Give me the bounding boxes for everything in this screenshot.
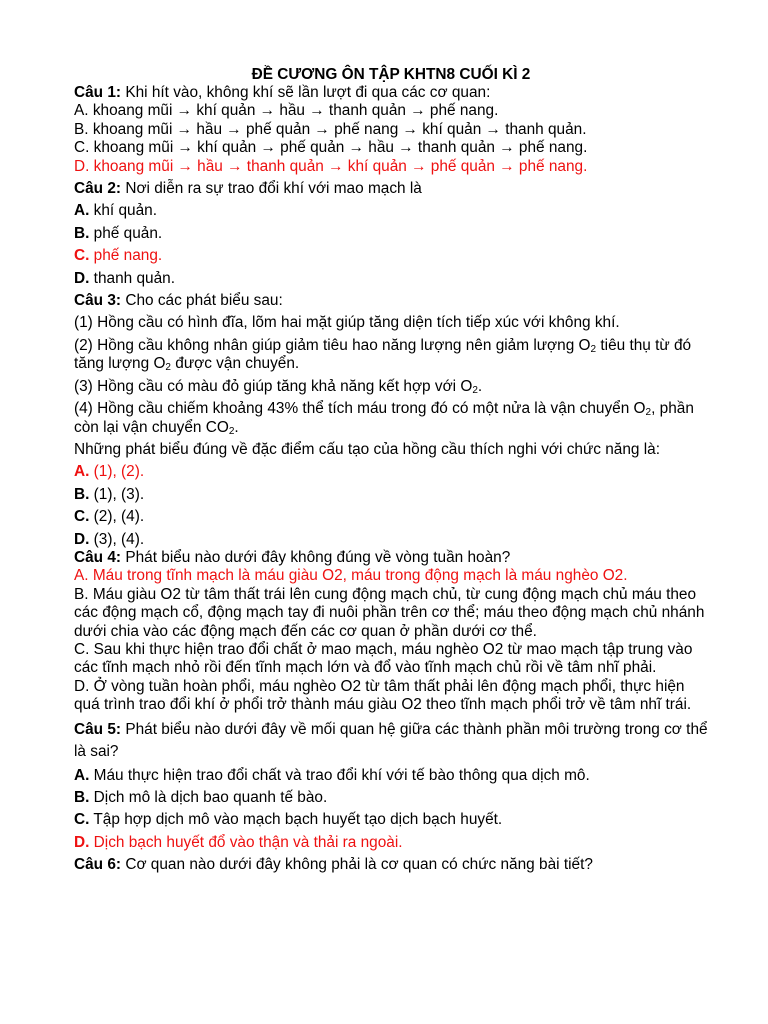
question-4-stem [74, 549, 708, 567]
question-1-stem [74, 84, 708, 102]
question-6 [74, 856, 708, 874]
q2-option-c-answer: C. phế nang. [74, 247, 163, 265]
q4-option-c: C. Sau khi thực hiện trao đổi chất ở mao mạch, máu nghèo O2 từ mao mạch tập trung vào các tĩnh mạch nhỏ rồi đến tĩnh mạch lớn và đổ vào tĩnh mạch chủ rồi về tâm nhĩ phải. [74, 640, 693, 677]
q2-option-a: A. khí quản. [74, 202, 158, 220]
question-5-stem [74, 719, 708, 763]
q3-statement-2: (2) Hồng cầu không nhân giúp giảm tiêu hao năng lượng nên giảm lượng $O_2$ tiêu thụ từ đó tăng lượng $O_2$ được vận chuyển. [74, 336, 692, 374]
q3-option-c: C. (2), (4). [74, 508, 145, 526]
q5-option-a: A. Máu thực hiện trao đổi chất và trao đổi khí với tế bào thông qua dịch mô. [74, 766, 590, 784]
question-text: Khi hít vào, không khí sẽ lần lượt đi qua các cơ quan: [121, 84, 491, 101]
q3-prompt: Những phát biểu đúng về đặc điểm cấu tạo của hồng cầu thích nghi với chức năng là: [74, 440, 661, 458]
question-label: Câu 6: [74, 856, 122, 874]
q1-option-d-answer: D. khoang mũi → hầu → thanh quản → khí quản → phế quản → phế nang. [74, 157, 588, 175]
q2-option-b: B. phế quản. [74, 224, 163, 242]
q1-option-c: C. khoang mũi → khí quản → phế quản → hầu → thanh quản → phế nang. [74, 139, 588, 157]
q5-option-d-answer: D. Dịch bạch huyết đổ vào thận và thải ra ngoài. [74, 833, 403, 851]
q3-statement-4: (4) Hồng cầu chiếm khoảng 43% thể tích máu trong đó có một nửa là vận chuyển $O_2$, phần còn lại vận chuyển $CO_2$. [74, 400, 694, 437]
q3-option-d: D. (3), (4). [74, 530, 145, 548]
question-6-stem [74, 856, 708, 874]
q5-option-c: C. Tập hợp dịch mô vào mạch bạch huyết tạo dịch bạch huyết. [74, 811, 503, 829]
question-label: Câu 1: [74, 84, 122, 101]
question-text: Nơi diễn ra sự trao đổi khí với mao mạch là [121, 180, 422, 198]
question-4 [74, 549, 708, 715]
question-text: Cơ quan nào dưới đây không phải là cơ quan có chức năng bài tiết? [121, 856, 593, 874]
question-text: Phát biểu nào dưới đây về mối quan hệ giữa các thành phần môi trường trong cơ thể là sai? [74, 720, 708, 760]
q2-option-d: D. thanh quản. [74, 269, 175, 287]
question-text: Cho các phát biểu sau: [121, 292, 283, 310]
question-text: Phát biểu nào dưới đây không đúng về vòng tuần hoàn? [121, 548, 511, 566]
question-3-stem [74, 292, 708, 310]
q3-statement-1: (1) Hồng cầu có hình đĩa, lõm hai mặt giúp tăng diện tích tiếp xúc với không khí. [74, 314, 620, 332]
question-3 [74, 292, 708, 549]
q1-option-a: A. khoang mũi → khí quản → hầu → thanh quản → phế nang. [74, 102, 499, 120]
question-label: Câu 4: [74, 548, 122, 566]
question-2-stem [74, 180, 708, 198]
q3-option-a-answer: A. (1), (2). [74, 463, 145, 481]
q1-option-b: B. khoang mũi → hầu → phế quản → phế nang → khí quản → thanh quản. [74, 120, 587, 138]
q4-option-d: D. Ở vòng tuần hoàn phổi, máu nghèo O2 từ tâm thất phải lên động mạch phổi, thực hiện quá trình trao đổi khí ở phổi trở thành máu giàu O2 theo tĩnh mạch phổi trở về tâm nhĩ trái. [74, 677, 692, 714]
q3-statement-3: (3) Hồng cầu có màu đỏ giúp tăng khả năng kết hợp với $O_2$. [74, 377, 483, 396]
q4-option-b: B. Máu giàu O2 từ tâm thất trái lên cung động mạch chủ, từ cung động mạch chủ máu theo các động mạch cổ, động mạch tay đi nuôi phần trên cơ thể; máu theo động mạch chủ nhánh dưới chia vào các động mạch đến các cơ quan ở phần dưới cơ thể. [74, 585, 705, 640]
q5-option-b: B. Dịch mô là dịch bao quanh tế bào. [74, 789, 328, 806]
q4-option-a-answer: A. Máu trong tĩnh mạch là máu giàu O2, máu trong động mạch là máu nghèo O2. [74, 567, 628, 585]
question-label: Câu 2: [74, 180, 122, 198]
question-1 [74, 84, 708, 176]
question-label: Câu 3: [74, 292, 122, 310]
question-5 [74, 719, 708, 853]
question-label: Câu 5: [74, 720, 122, 738]
q3-option-b: B. (1), (3). [74, 485, 145, 503]
document-title: ĐỀ CƯƠNG ÔN TẬP KHTN8 CUỐI KÌ 2 [251, 66, 531, 83]
question-2 [74, 180, 708, 288]
